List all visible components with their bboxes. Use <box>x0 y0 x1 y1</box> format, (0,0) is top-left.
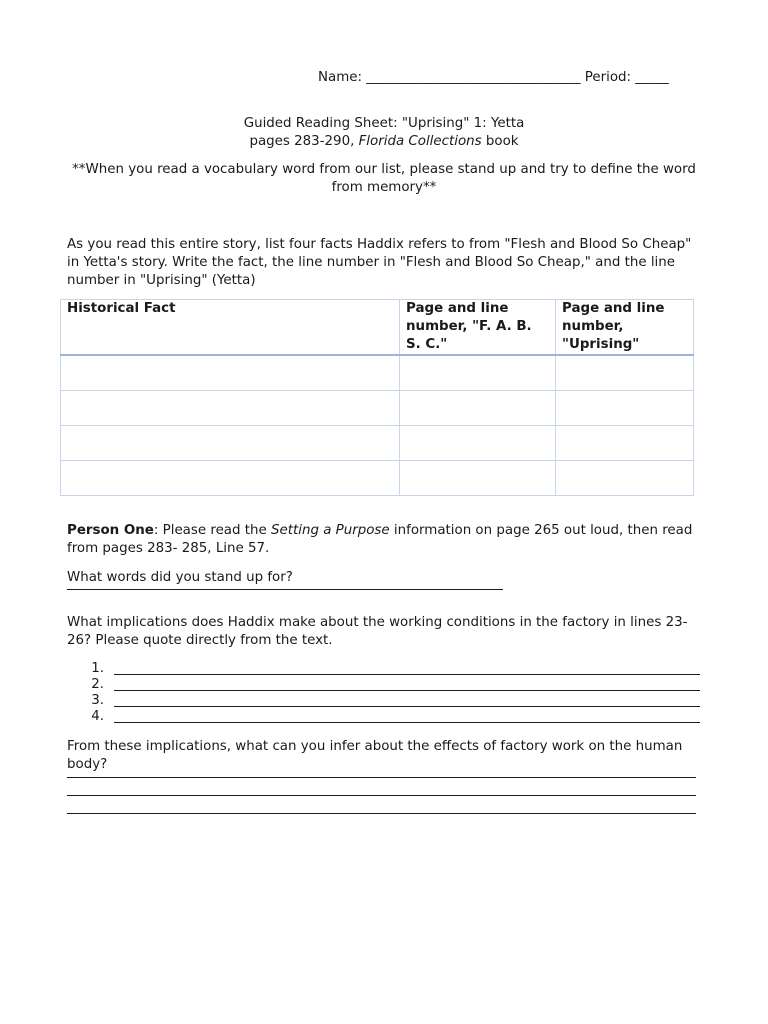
inference-answer-line[interactable] <box>67 794 696 796</box>
table-cell[interactable] <box>61 391 400 426</box>
question-vocabulary: What words did you stand up for? <box>67 570 293 585</box>
table-cell[interactable] <box>61 461 400 496</box>
answer-line[interactable] <box>114 722 700 723</box>
historical-facts-table <box>60 299 694 496</box>
subtitle-book-title: Florida Collections <box>358 134 482 149</box>
header-historical-fact: Historical Fact <box>61 300 400 356</box>
person-one-instructions <box>67 522 707 558</box>
vocabulary-note: **When you read a vocabulary word from our list, please stand up and try to define the word from memory** <box>72 162 696 195</box>
list-number: 2. <box>91 677 104 692</box>
person-one-label: Person One <box>67 523 154 538</box>
table-header-row <box>61 300 694 356</box>
table-row <box>61 391 694 426</box>
person-one-text-b: information on page 265 out loud, then read from pages 283- 285, Line 57. <box>67 523 693 556</box>
table-cell[interactable] <box>400 355 556 391</box>
answer-line[interactable] <box>114 674 700 675</box>
question-inference: From these implications, what can you infer about the effects of factory work on the human body? <box>67 739 683 772</box>
table-cell[interactable] <box>400 391 556 426</box>
list-number: 3. <box>91 693 104 708</box>
intro-instructions: As you read this entire story, list four facts Haddix refers to from "Flesh and Blood So Cheap" in Yetta's story. Write the fact, the line number in "Flesh and Blood So Cheap," and the line number in "Uprising" (Yetta) <box>67 237 692 288</box>
worksheet-subtitle <box>60 133 708 151</box>
subtitle-prefix: pages 283-290, <box>249 134 359 149</box>
person-one-text-a: : Please read the <box>153 523 271 538</box>
list-number: 4. <box>91 709 104 724</box>
subtitle-suffix: book <box>481 134 519 149</box>
list-number: 1. <box>91 661 104 676</box>
inference-answer-line[interactable] <box>67 812 696 814</box>
table-row <box>61 461 694 496</box>
answer-line[interactable] <box>114 690 700 691</box>
table-cell[interactable] <box>400 426 556 461</box>
table-row <box>61 355 694 391</box>
table-cell[interactable] <box>556 391 694 426</box>
answer-line[interactable] <box>114 706 700 707</box>
vocabulary-answer-line[interactable] <box>67 588 503 590</box>
table-cell[interactable] <box>556 461 694 496</box>
table-row <box>61 426 694 461</box>
header-uprising-page-line: Page and line number, "Uprising" <box>556 300 694 356</box>
worksheet-title: Guided Reading Sheet: "Uprising" 1: Yetta <box>243 116 525 131</box>
table-cell[interactable] <box>61 426 400 461</box>
name-period-line: Name: ________________________________ Period: _____ <box>318 70 669 85</box>
header-fabsc-page-line: Page and line number, "F. A. B. S. C." <box>400 300 556 356</box>
table-cell[interactable] <box>61 355 400 391</box>
table-cell[interactable] <box>400 461 556 496</box>
inference-answer-line[interactable] <box>67 776 696 778</box>
question-implications: What implications does Haddix make about the working conditions in the factory in lines 23-26? Please quote directly from the text. <box>67 615 688 648</box>
setting-a-purpose-title: Setting a Purpose <box>271 523 390 538</box>
table-cell[interactable] <box>556 355 694 391</box>
table-cell[interactable] <box>556 426 694 461</box>
